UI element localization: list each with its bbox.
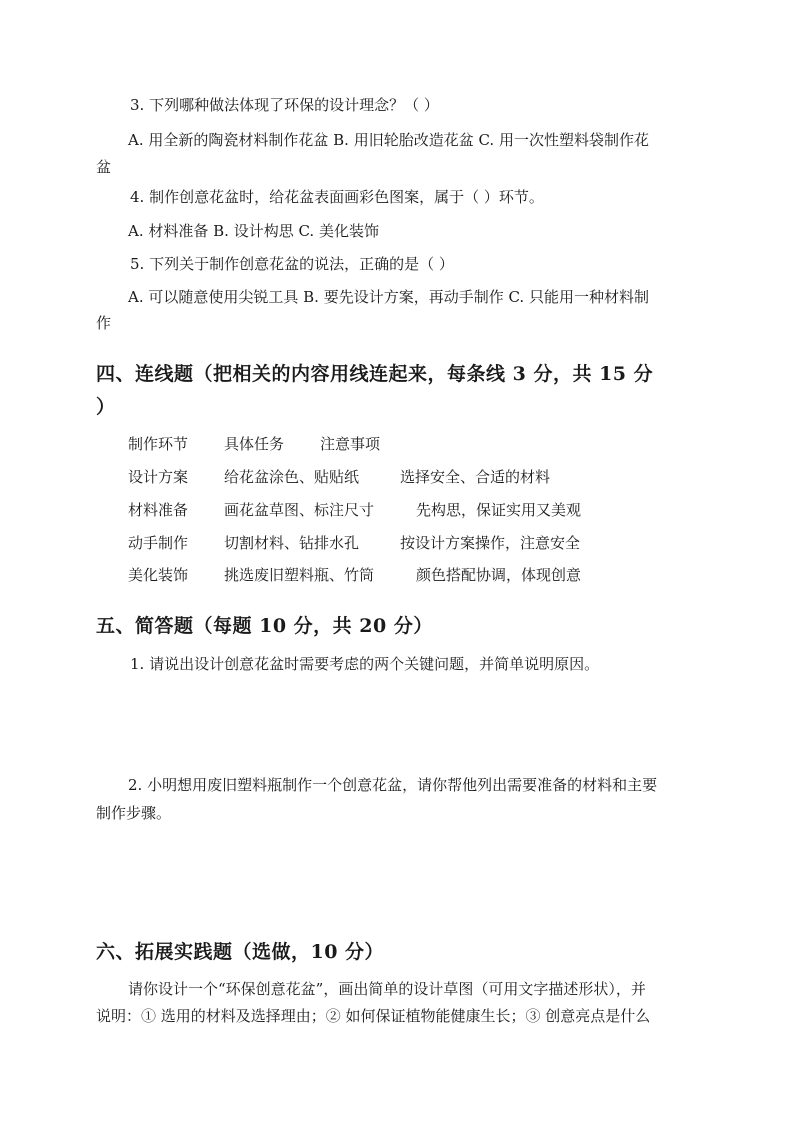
question-5-options: A. 可以随意使用尖锐工具 B. 要先设计方案，再动手制作 C. 只能用一种材料制 [128, 288, 649, 306]
matching-task: 给花盆涂色、贴贴纸 [224, 468, 360, 486]
question-5-options-cont: 作 [96, 314, 112, 332]
matching-header-stage: 制作环节 [128, 435, 189, 453]
matching-stage: 美化装饰 [128, 566, 189, 584]
matching-note: 按设计方案操作，注意安全 [400, 534, 581, 552]
section-6-title: 六、拓展实践题（选做，10 分） [96, 941, 385, 963]
matching-stage: 材料准备 [128, 501, 189, 519]
practice-instruction-cont: 说明：① 选用的材料及选择理由；② 如何保证植物能健康生长；③ 创意亮点是什么 [96, 1007, 651, 1025]
section-5-title: 五、简答题（每题 10 分，共 20 分） [96, 615, 433, 637]
matching-task: 画花盆草图、标注尺寸 [224, 501, 375, 519]
matching-task: 挑选废旧塑料瓶、竹筒 [224, 566, 375, 584]
question-5: 5. 下列关于制作创意花盆的说法，正确的是（ ） [130, 255, 454, 273]
section-4-title-cont: ） [96, 396, 116, 418]
short-answer-q2-cont: 制作步骤。 [96, 804, 172, 822]
matching-note: 选择安全、合适的材料 [400, 468, 551, 486]
section-4-title: 四、连线题（把相关的内容用线连起来，每条线 3 分，共 15 分 [96, 363, 654, 385]
question-4-options: A. 材料准备 B. 设计构思 C. 美化装饰 [128, 222, 379, 240]
question-3-options: A. 用全新的陶瓷材料制作花盆 B. 用旧轮胎改造花盆 C. 用一次性塑料袋制作花 [128, 131, 649, 149]
short-answer-q2: 2. 小明想用废旧塑料瓶制作一个创意花盆，请你帮他列出需要准备的材料和主要 [128, 776, 658, 794]
question-3-options-cont: 盆 [96, 158, 112, 176]
matching-note: 颜色搭配协调，体现创意 [416, 566, 582, 584]
question-3: 3. 下列哪种做法体现了环保的设计理念？（ ） [130, 96, 439, 114]
question-4: 4. 制作创意花盆时，给花盆表面画彩色图案，属于（ ）环节。 [130, 188, 544, 206]
short-answer-q1: 1. 请说出设计创意花盆时需要考虑的两个关键问题，并简单说明原因。 [130, 655, 600, 673]
matching-stage: 设计方案 [128, 468, 189, 486]
matching-note: 先构思，保证实用又美观 [416, 501, 582, 519]
matching-header-note: 注意事项 [320, 435, 381, 453]
matching-header-task: 具体任务 [224, 435, 285, 453]
matching-stage: 动手制作 [128, 534, 189, 552]
matching-task: 切割材料、钻排水孔 [224, 534, 360, 552]
practice-instruction: 请你设计一个“环保创意花盆”，画出简单的设计草图（可用文字描述形状），并 [128, 980, 646, 998]
